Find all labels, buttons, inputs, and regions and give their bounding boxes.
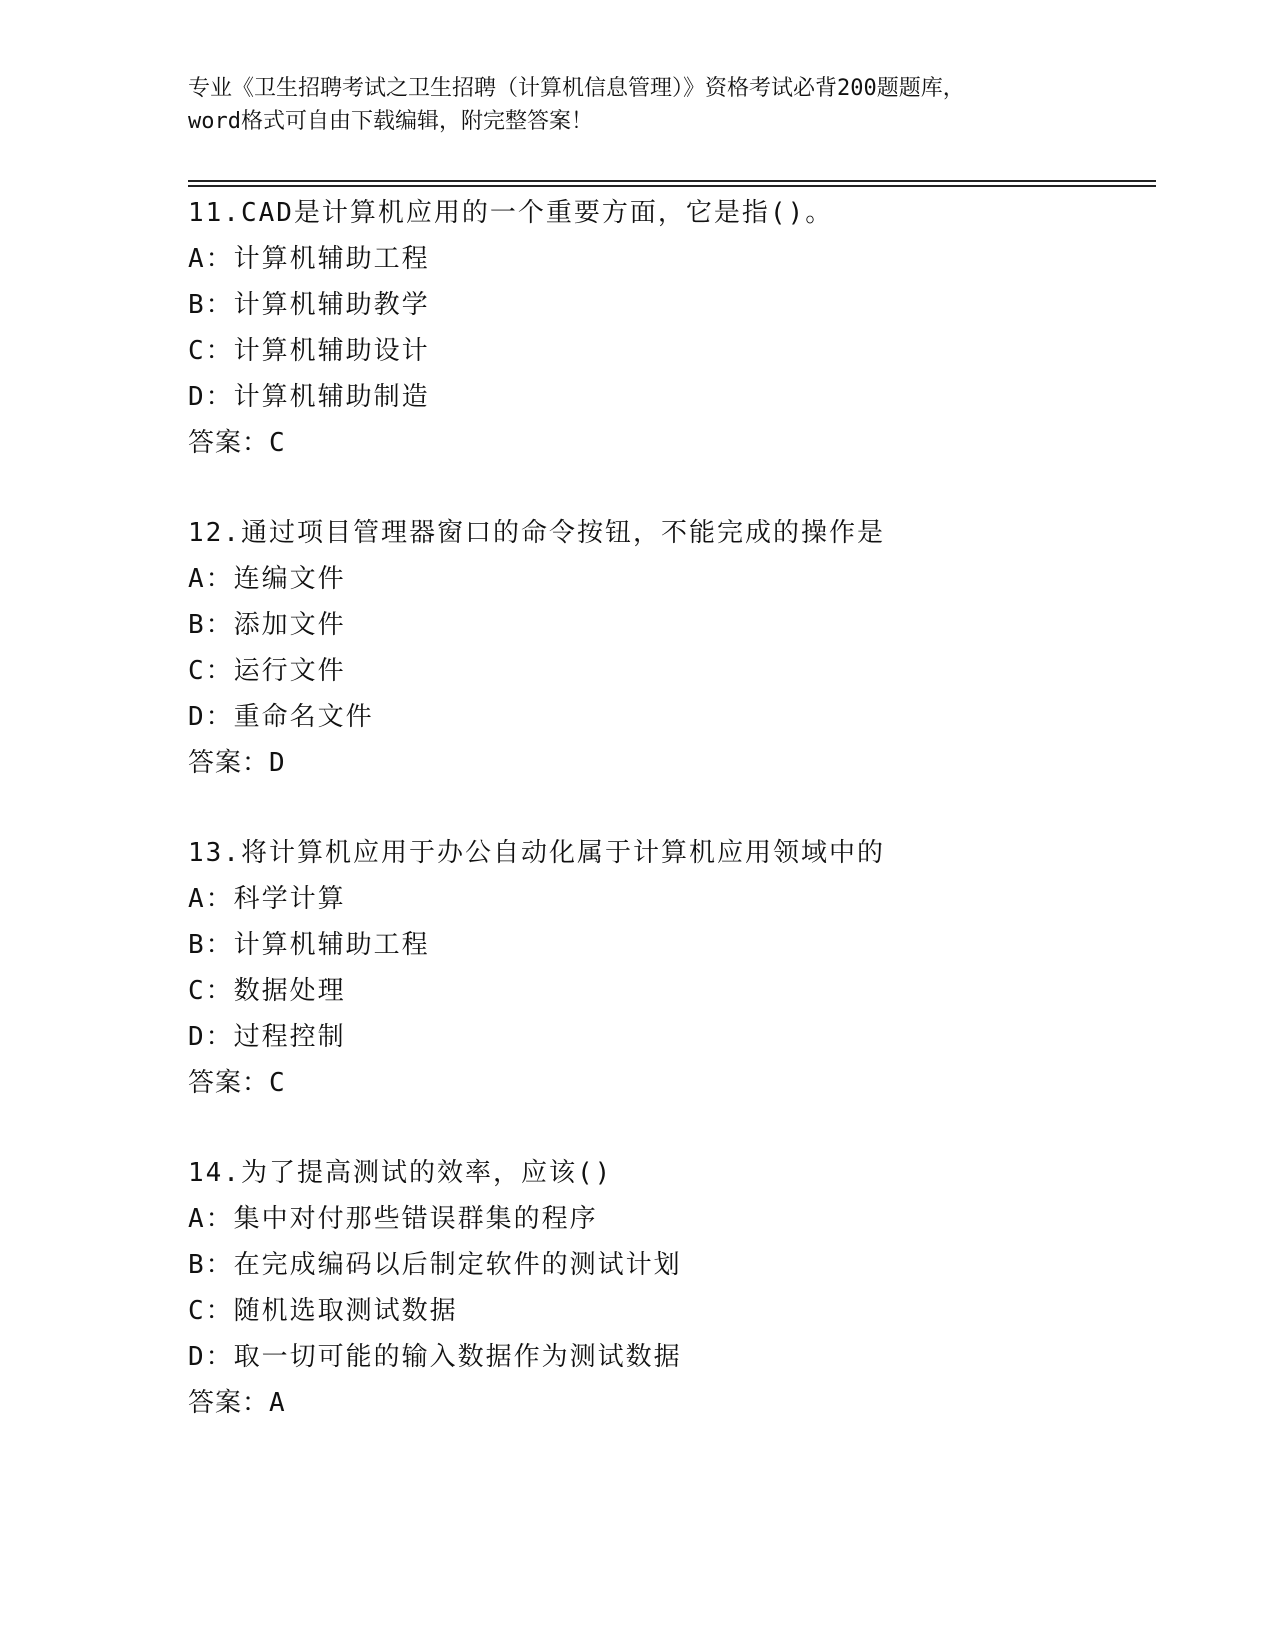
question-stem: 14.为了提高测试的效率，应该() (188, 1158, 613, 1188)
question-list (188, 190, 1148, 1470)
option-b: B：计算机辅助工程 (188, 930, 430, 960)
question-stem: 12.通过项目管理器窗口的命令按钮，不能完成的操作是 (188, 518, 885, 548)
answer-label: 答案： (188, 1388, 270, 1418)
question-stem: 11.CAD是计算机应用的一个重要方面，它是指()。 (188, 198, 834, 228)
question-14 (188, 1150, 1148, 1426)
option-b: B：计算机辅助教学 (188, 290, 430, 320)
option-a: A：计算机辅助工程 (188, 244, 430, 274)
header-line-2: word格式可自由下载编辑，附完整答案！ (188, 109, 593, 134)
option-c: C：计算机辅助设计 (188, 336, 430, 366)
answer-value: C (269, 428, 286, 458)
answer-value: D (269, 748, 286, 778)
answer-line (188, 1380, 1148, 1426)
answer-line (188, 1060, 1148, 1106)
option-b: B：在完成编码以后制定软件的测试计划 (188, 1250, 682, 1280)
header-rule-bottom (188, 185, 1156, 187)
question-11 (188, 190, 1148, 466)
header-rule-top (188, 180, 1156, 182)
question-12 (188, 510, 1148, 786)
option-a: A：集中对付那些错误群集的程序 (188, 1204, 598, 1234)
option-d: D：重命名文件 (188, 702, 374, 732)
option-d: D：计算机辅助制造 (188, 382, 430, 412)
option-a: A：科学计算 (188, 884, 346, 914)
option-d: D：取一切可能的输入数据作为测试数据 (188, 1342, 682, 1372)
answer-label: 答案： (188, 748, 270, 778)
option-b: B：添加文件 (188, 610, 346, 640)
answer-line (188, 420, 1148, 466)
answer-line (188, 740, 1148, 786)
question-stem: 13.将计算机应用于办公自动化属于计算机应用领域中的 (188, 838, 885, 868)
option-c: C：随机选取测试数据 (188, 1296, 458, 1326)
header-line-1: 专业《卫生招聘考试之卫生招聘（计算机信息管理）》资格考试必背200题题库， (188, 76, 965, 101)
answer-label: 答案： (188, 428, 270, 458)
question-13 (188, 830, 1148, 1106)
answer-label: 答案： (188, 1068, 270, 1098)
option-c: C：运行文件 (188, 656, 346, 686)
option-c: C：数据处理 (188, 976, 346, 1006)
option-d: D：过程控制 (188, 1022, 346, 1052)
answer-value: C (269, 1068, 286, 1098)
option-a: A：连编文件 (188, 564, 346, 594)
document-header (188, 72, 1088, 138)
answer-value: A (269, 1388, 286, 1418)
